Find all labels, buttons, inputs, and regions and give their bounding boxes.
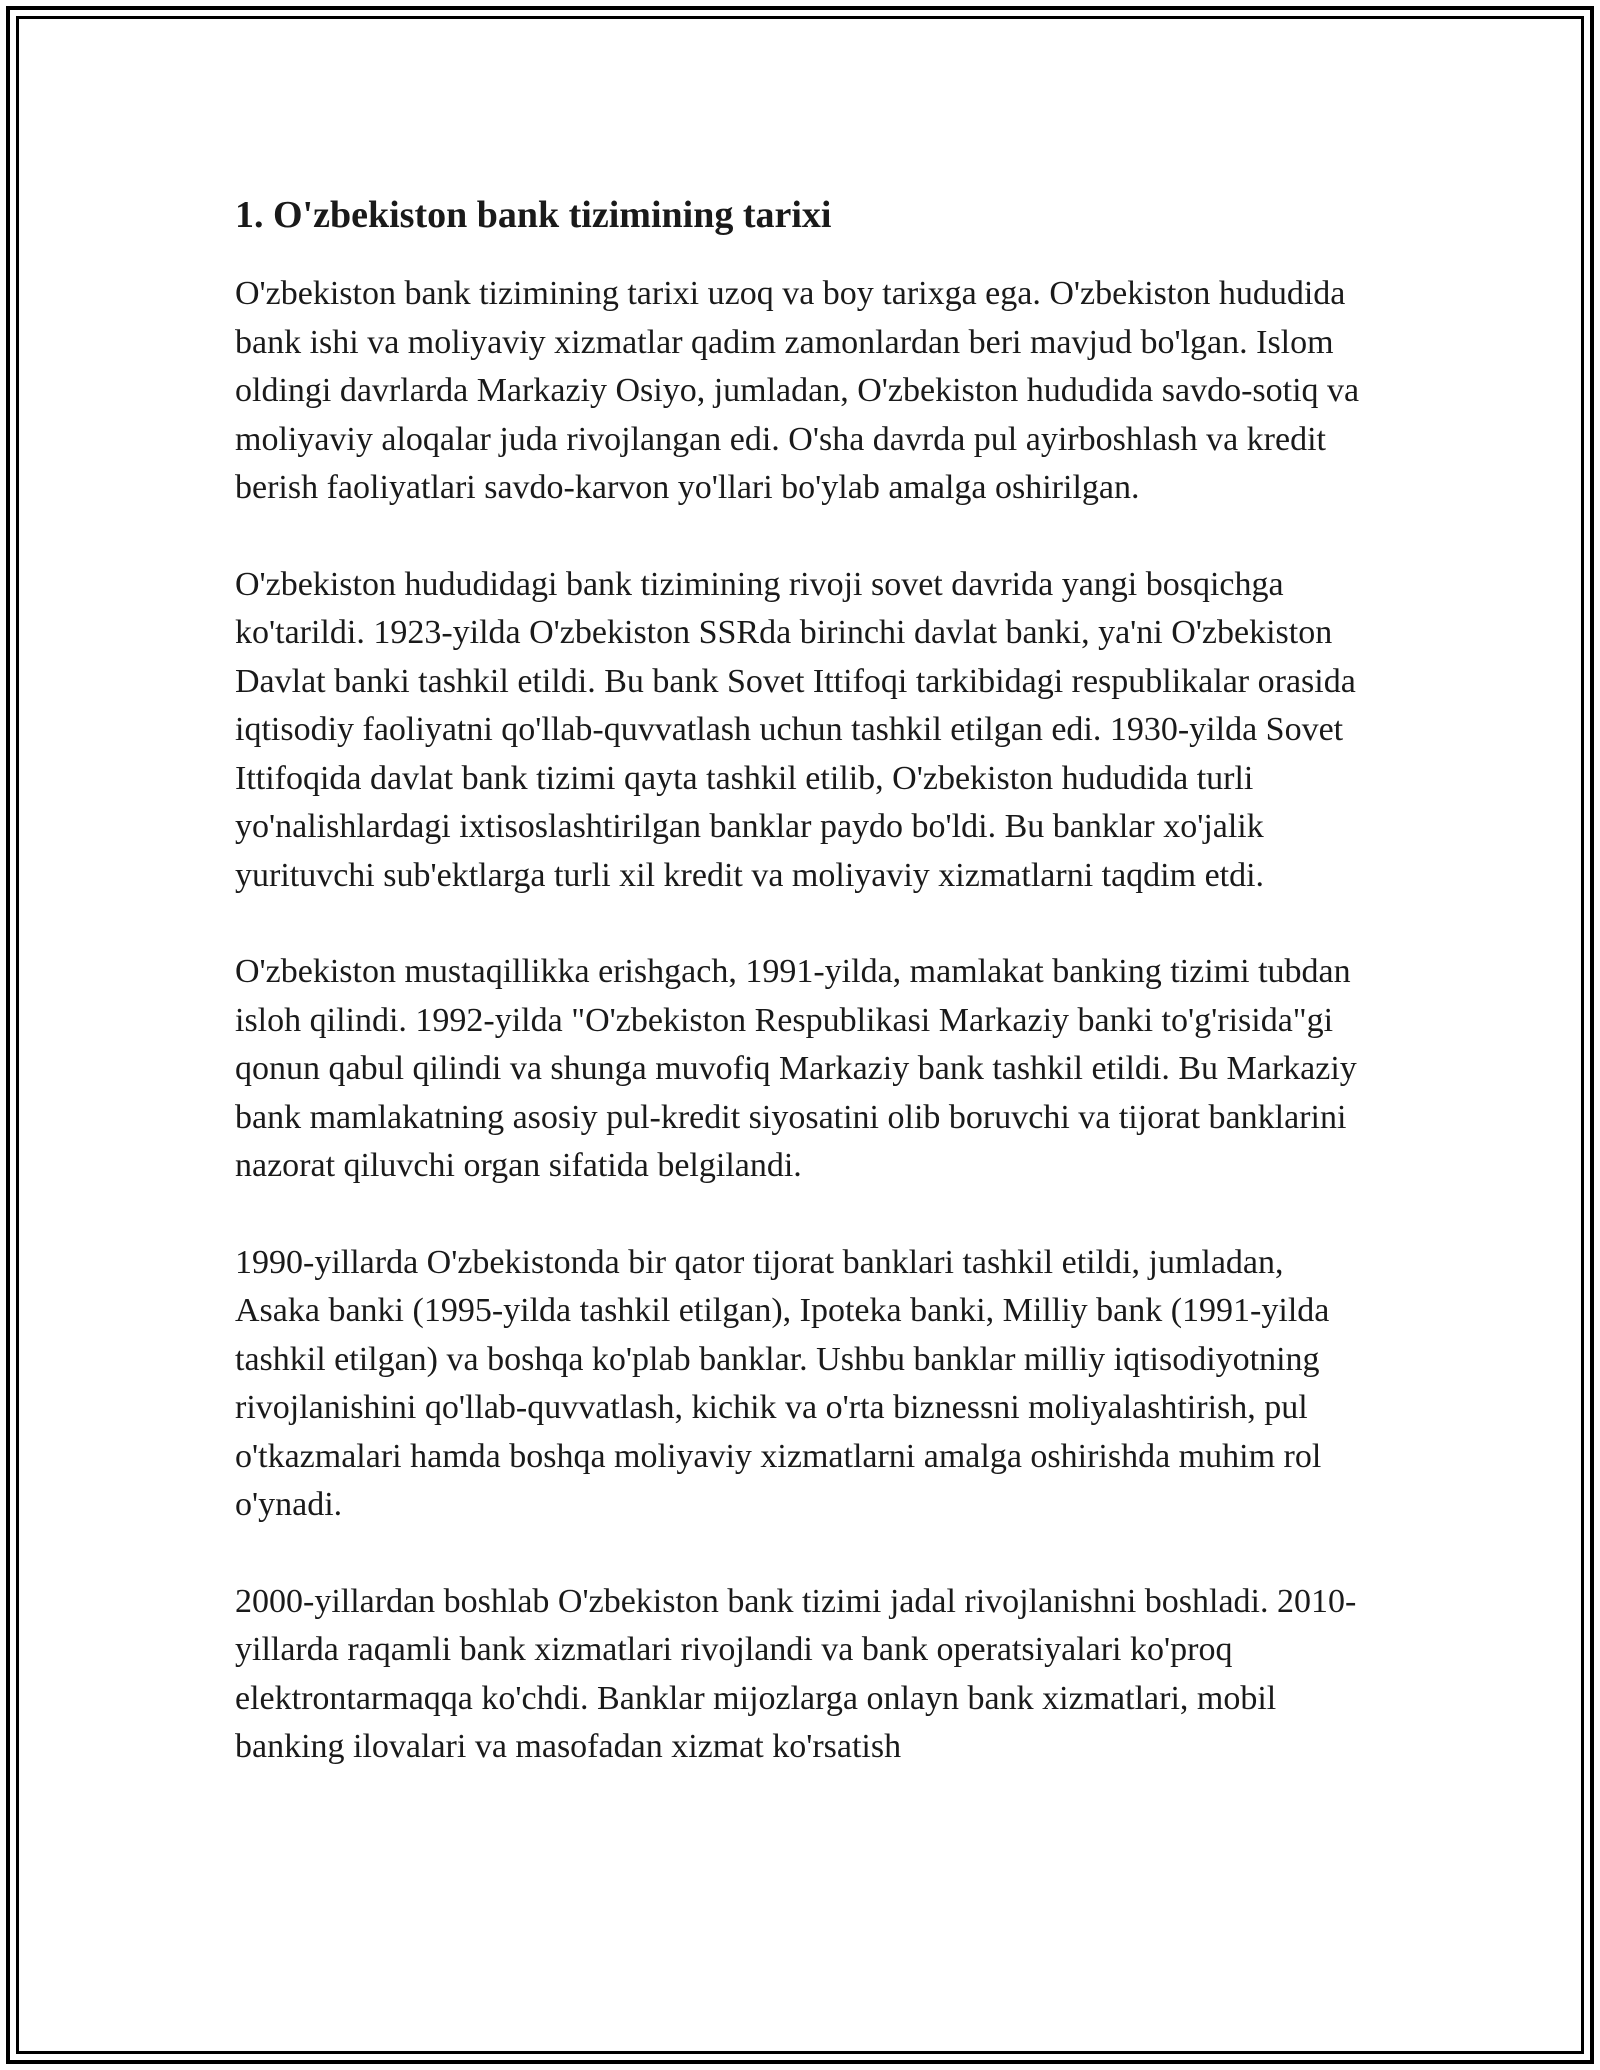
section-title: 1. O'zbekiston bank tizimining tarixi xyxy=(235,194,832,236)
paragraph-4: 1990-yillarda O'zbekistonda bir qator tijorat banklari tashkil etildi, jumladan, Asaka banki (1995-yilda tashkil etilgan), Ipoteka banki, Milliy bank (1991-yilda tashkil etilgan) va boshqa ko'plab banklar. Ushbu banklar milliy iqtisodiyotning rivojlanishini qo'llab-quvvatlash, kichik va o'rta biznessni moliyalashtirish, pul o'tkazmalari hamda boshqa moliyaviy xizmatlarni amalga oshirishda muhim rol o'ynadi. xyxy=(235,1243,1330,1523)
paragraph-1: O'zbekiston bank tizimining tarixi uzoq va boy tarixga ega. O'zbekiston hududida bank ishi va moliyaviy xizmatlar qadim zamonlardan beri mavjud bo'lgan. Islom oldingi davrlarda Markaziy Osiyo, jumladan, O'zbekiston hududida savdo-sotiq va moliyaviy aloqalar juda rivojlangan edi. O'sha davrda pul ayirboshlash va kredit berish faoliyatlari savdo-karvon yo'llari bo'ylab amalga oshirilgan. xyxy=(235,275,1360,506)
paragraph-3: O'zbekiston mustaqillikka erishgach, 1991-yilda, mamlakat banking tizimi tubdan isloh qilindi. 1992-yilda "O'zbekiston Respublikasi Markaziy banki to'g'risida"gi qonun qabul qilindi va shunga muvofiq Markaziy bank tashkil etildi. Bu Markaziy bank mamlakatning asosiy pul-kredit siyosatini olib boruvchi va tijorat banklarini nazorat qiluvchi organ sifatida belgilandi. xyxy=(235,953,1357,1184)
paragraph-5: 2000-yillardan boshlab O'zbekiston bank tizimi jadal rivojlanishni boshladi. 2010-yillarda raqamli bank xizmatlari rivojlandi va bank operatsiyalari ko'proq elektrontarmaqqa ko'chdi. Banklar mijozlarga onlayn bank xizmatlari, mobil banking ilovalari va masofadan xizmat ko'rsatish xyxy=(235,1582,1357,1765)
document-body xyxy=(235,188,1375,1820)
paragraph-2: O'zbekiston hududidagi bank tizimining rivoji sovet davrida yangi bosqichga ko'tarildi. 1923-yilda O'zbekiston SSRda birinchi davlat banki, ya'ni O'zbekiston Davlat banki tashkil etildi. Bu bank Sovet Ittifoqi tarkibidagi respublikalar orasida iqtisodiy faoliyatni qo'llab-quvvatlash uchun tashkil etilgan edi. 1930-yilda Sovet Ittifoqida davlat bank tizimi qayta tashkil etilib, O'zbekiston hududida turli yo'nalishlardagi ixtisoslashtirilgan banklar paydo bo'ldi. Bu banklar xo'jalik yurituvchi sub'ektlarga turli xil kredit va moliyaviy xizmatlarni taqdim etdi. xyxy=(235,565,1356,894)
